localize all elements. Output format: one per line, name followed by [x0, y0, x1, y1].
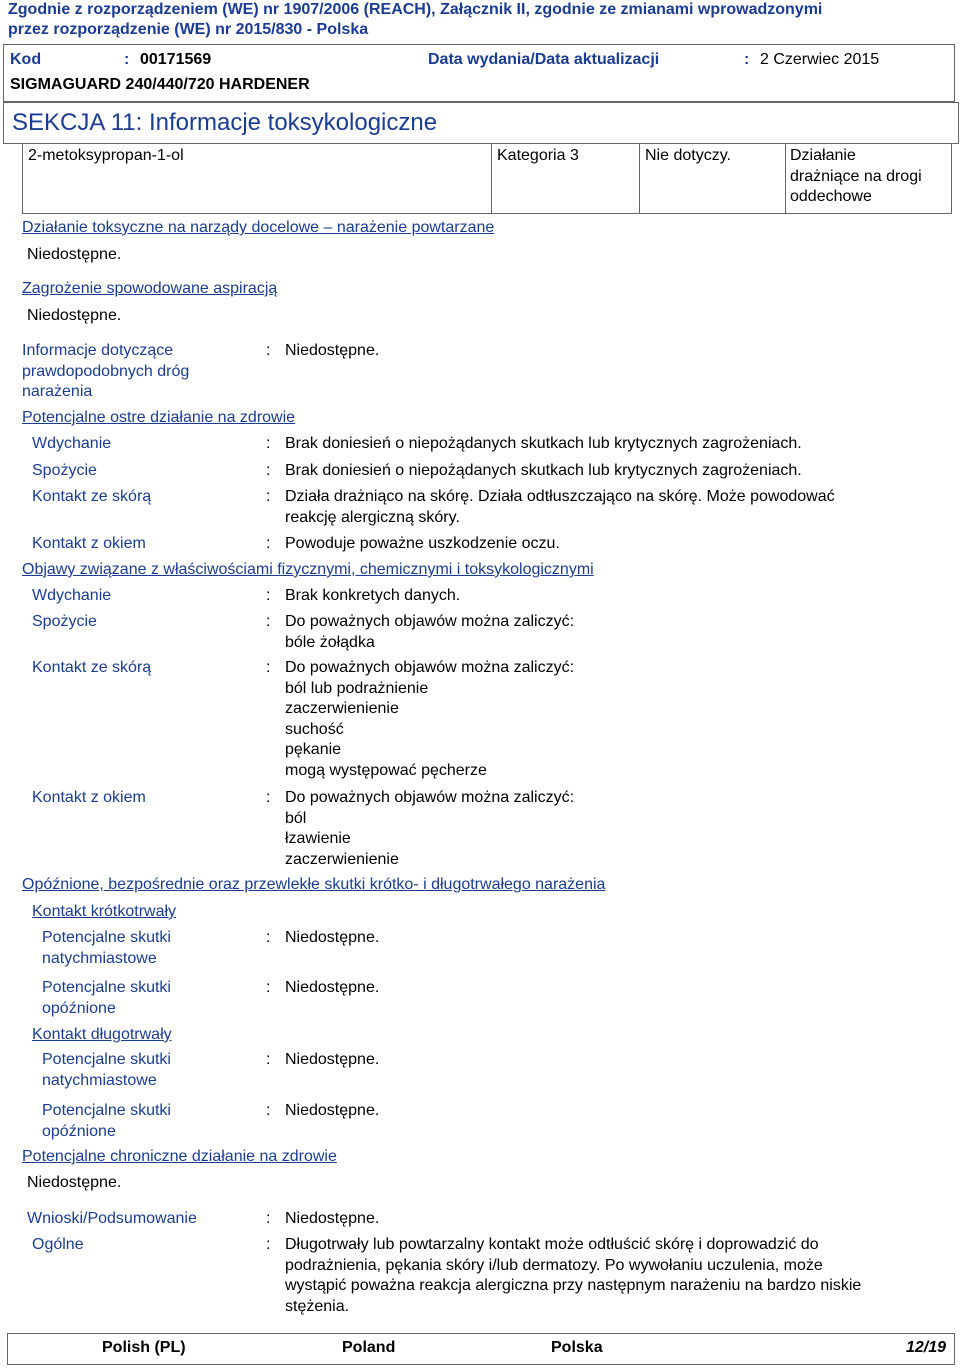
short-term-title: Kontakt krótkotrwały: [32, 903, 177, 920]
label-line: Potencjalne skutki: [42, 929, 171, 946]
separator: :: [266, 587, 271, 604]
routes-label-line: Informacje dotyczące: [22, 342, 174, 359]
routes-separator: :: [266, 342, 271, 359]
routes-value: Niedostępne.: [285, 342, 380, 359]
value-line: mogą występować pęcherze: [285, 761, 487, 779]
label-line: Potencjalne skutki: [42, 1102, 171, 1119]
long-delayed-value: Niedostępne.: [285, 1102, 380, 1119]
separator: :: [266, 659, 271, 676]
value-line: łzawienie: [285, 830, 351, 847]
separator: :: [266, 1236, 271, 1253]
symptoms-ingestion-label: Spożycie: [32, 613, 97, 630]
value-line: pękanie: [285, 741, 342, 758]
chronic-title: Potencjalne chroniczne działanie na zdrowie: [22, 1148, 337, 1165]
label-line: opóźnione: [42, 999, 116, 1017]
separator: :: [266, 613, 271, 630]
separator: :: [266, 1210, 271, 1227]
separator: :: [266, 1051, 271, 1068]
table-divider: [785, 144, 786, 214]
label-line: Potencjalne skutki: [42, 979, 171, 996]
aspiration-title: Zagrożenie spowodowane aspiracją: [22, 280, 278, 297]
value-line: Do poważnych objawów można zaliczyć:: [285, 613, 575, 630]
separator: :: [266, 979, 271, 996]
general-label: Ogólne: [32, 1236, 84, 1253]
short-delayed-value: Niedostępne.: [285, 979, 380, 996]
symptoms-skin-value: [285, 658, 574, 781]
acute-eye-value: Powoduje poważne uszkodzenie oczu.: [285, 535, 560, 552]
organ-line: Działanie: [790, 147, 856, 164]
page-number: 12/19: [906, 1339, 947, 1356]
long-term-title: Kontakt długotrwały: [32, 1026, 172, 1043]
value-line: Do poważnych objawów można zaliczyć:: [285, 659, 575, 676]
separator: :: [266, 462, 271, 479]
label-line: Potencjalne skutki: [42, 1051, 171, 1068]
routes-label-line: prawdopodobnych dróg: [22, 362, 190, 380]
symptoms-ingestion-value: [285, 612, 574, 653]
value-line: podrażnienia, pękania skóry i/lub dermatozy. Po wywołaniu uczulenia, może: [285, 1256, 823, 1274]
long-delayed-label: [42, 1101, 171, 1142]
value-line: wystąpić poważna reakcja alergiczna przy następnym narażeniu na bardzo niskie: [285, 1277, 862, 1294]
acute-eye-label: Kontakt z okiem: [32, 535, 146, 552]
routes-label: [22, 341, 189, 403]
separator: :: [266, 488, 271, 505]
label-line: natychmiastowe: [42, 949, 157, 967]
value-line: Do poważnych objawów można zaliczyć:: [285, 789, 575, 806]
separator: :: [266, 435, 271, 452]
date-value: 2 Czerwiec 2015: [760, 51, 880, 68]
date-separator: :: [744, 51, 750, 68]
acute-inhalation-label: Wdychanie: [32, 435, 112, 452]
acute-skin-label: Kontakt ze skórą: [32, 488, 152, 505]
conclusions-label: Wnioski/Podsumowanie: [27, 1210, 197, 1227]
long-immediate-label: [42, 1050, 171, 1091]
footer-locale: Polska: [551, 1339, 603, 1356]
general-value: [285, 1235, 861, 1317]
organ-line: drażniące na drogi: [790, 167, 922, 185]
substance-name: 2-metoksypropan-1-ol: [28, 147, 184, 164]
kod-value: 00171569: [140, 51, 212, 68]
stot-re-title: Działanie toksyczne na narządy docelowe – narażenie powtarzane: [22, 219, 495, 236]
product-name: SIGMAGUARD 240/440/720 HARDENER: [10, 76, 310, 93]
category-cell: Kategoria 3: [497, 147, 579, 164]
acute-inhalation-value: Brak doniesień o niepożądanych skutkach lub krytycznych zagrożeniach.: [285, 435, 802, 452]
acute-skin-value: [285, 487, 835, 528]
value-line: zaczerwienienie: [285, 850, 399, 868]
delayed-title: Opóźnione, bezpośrednie oraz przewlekłe skutki krótko- i długotrwałego narażenia: [22, 876, 606, 893]
routes-label-line: narażenia: [22, 383, 93, 400]
separator: :: [266, 789, 271, 806]
chronic-value: Niedostępne.: [27, 1174, 122, 1191]
symptoms-skin-label: Kontakt ze skórą: [32, 659, 152, 676]
organ-cell: [790, 146, 922, 208]
date-label: Data wydania/Data aktualizacji: [428, 51, 660, 68]
organ-line: oddechowe: [790, 188, 872, 205]
short-immediate-label: [42, 928, 171, 969]
label-line: opóźnione: [42, 1122, 116, 1140]
route-cell: Nie dotyczy.: [645, 147, 731, 164]
separator: :: [266, 535, 271, 552]
value-line: ból: [285, 809, 307, 827]
symptoms-title: Objawy związane z właściwościami fizycznymi, chemicznymi i toksykologicznymi: [22, 561, 594, 578]
kod-label: Kod: [10, 51, 42, 68]
value-line: zaczerwienienie: [285, 700, 399, 717]
footer-language: Polish (PL): [102, 1339, 186, 1356]
value-line: Długotrwały lub powtarzalny kontakt może odtłuścić skórę i doprowadzić do: [285, 1236, 819, 1253]
separator: :: [266, 1102, 271, 1119]
footer-country: Poland: [342, 1339, 396, 1356]
value-line: suchość: [285, 720, 344, 738]
short-immediate-value: Niedostępne.: [285, 929, 380, 946]
value-line: Działa drażniąco na skórę. Działa odtłuszczająco na skórę. Może powodować: [285, 488, 835, 505]
acute-title: Potencjalne ostre działanie na zdrowie: [22, 409, 296, 426]
symptoms-inhalation-label: Wdychanie: [32, 587, 112, 604]
value-line: ból lub podrażnienie: [285, 679, 429, 697]
table-divider: [491, 144, 492, 214]
value-line: stężenia.: [285, 1297, 350, 1315]
acute-ingestion-value: Brak doniesień o niepożądanych skutkach lub krytycznych zagrożeniach.: [285, 462, 802, 479]
table-divider: [639, 144, 640, 214]
label-line: natychmiastowe: [42, 1071, 157, 1089]
stot-re-value: Niedostępne.: [27, 246, 122, 263]
section-title: SEKCJA 11: Informacje toksykologiczne: [12, 109, 438, 136]
long-immediate-value: Niedostępne.: [285, 1051, 380, 1068]
regulation-line-2: przez rozporządzenie (WE) nr 2015/830 - Polska: [8, 21, 369, 38]
symptoms-eye-label: Kontakt z okiem: [32, 789, 146, 806]
kod-separator: :: [124, 51, 130, 68]
separator: :: [266, 929, 271, 946]
aspiration-value: Niedostępne.: [27, 307, 122, 324]
value-line: bóle żołądka: [285, 633, 375, 651]
symptoms-eye-value: [285, 788, 574, 870]
symptoms-inhalation-value: Brak konkretych danych.: [285, 587, 461, 604]
acute-ingestion-label: Spożycie: [32, 462, 97, 479]
regulation-line-1: Zgodnie z rozporządzeniem (WE) nr 1907/2006 (REACH), Załącznik II, zgodnie ze zmianami wprowadzonymi: [8, 1, 823, 18]
conclusions-value: Niedostępne.: [285, 1210, 380, 1227]
value-line: reakcję alergiczną skóry.: [285, 508, 460, 526]
short-delayed-label: [42, 978, 171, 1019]
